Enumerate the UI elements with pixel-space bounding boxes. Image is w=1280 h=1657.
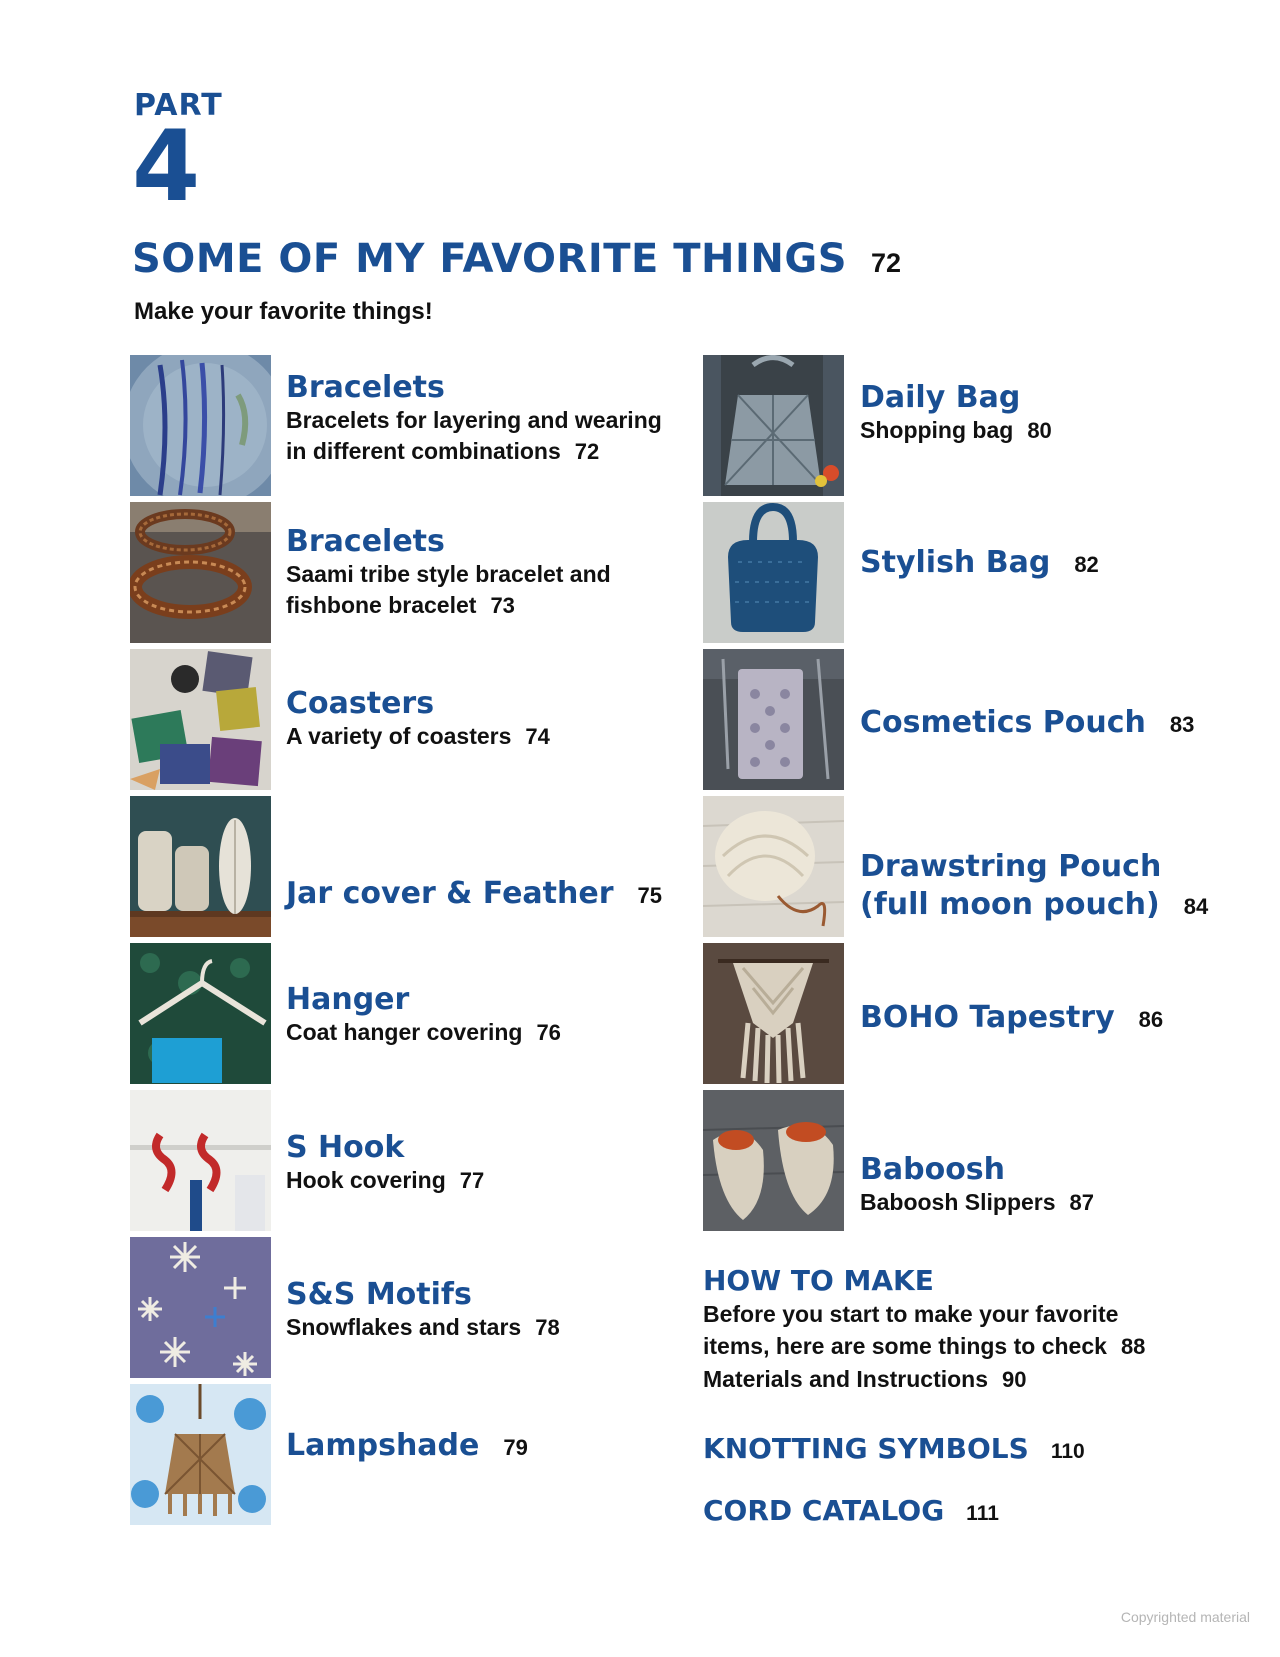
- thumb-daily-bag: [703, 355, 844, 496]
- entry-page: 77: [459, 1168, 485, 1193]
- stylish-bag-image: [703, 502, 844, 643]
- entry-page: 80: [1027, 418, 1052, 443]
- hanger-image: [130, 943, 271, 1084]
- entry-desc-line2: [286, 436, 662, 467]
- entry-page: 83: [1169, 712, 1195, 737]
- part-number: 4: [132, 110, 201, 224]
- thumb-coasters: [130, 649, 271, 790]
- entry-jar-cover-feather[interactable]: [286, 876, 662, 911]
- entry-desc-text: Hook covering: [286, 1167, 446, 1193]
- entry-coasters[interactable]: [286, 686, 550, 752]
- part-title-text: SOME OF MY FAVORITE THINGS: [132, 236, 848, 282]
- how-to-make-line2-page: 88: [1120, 1334, 1146, 1359]
- part-label: PART: [134, 88, 223, 123]
- entry-desc-text: Baboosh Slippers: [860, 1189, 1056, 1215]
- entry-page: 79: [503, 1435, 528, 1460]
- part-subtitle: Make your favorite things!: [134, 298, 433, 325]
- how-to-make-body: [703, 1298, 1145, 1396]
- entry-desc-line: [286, 1312, 560, 1343]
- entry-page: 73: [490, 593, 515, 618]
- entry-page: 72: [574, 439, 600, 464]
- thumb-lampshade: [130, 1384, 271, 1525]
- knotting-symbols-entry[interactable]: [703, 1432, 1085, 1465]
- brown-bracelets-image: [130, 502, 271, 643]
- entry-title-text: (full moon pouch): [860, 887, 1160, 922]
- entry-desc-text: Coat hanger covering: [286, 1019, 523, 1045]
- entry-title-line: [286, 1428, 528, 1463]
- entry-desc-line: [286, 1165, 484, 1196]
- entry-desc-line2: [286, 590, 611, 621]
- motifs-image: [130, 1237, 271, 1378]
- thumb-brown-bracelets: [130, 502, 271, 643]
- thumb-baboosh: [703, 1090, 844, 1231]
- cord-catalog-entry[interactable]: [703, 1494, 999, 1527]
- entry-drawstring-pouch[interactable]: [860, 848, 1208, 926]
- jar-covers-image: [130, 796, 271, 937]
- entry-page: 76: [536, 1020, 561, 1045]
- entry-title-line: [286, 876, 662, 911]
- entry-title: Stylish Bag: [860, 545, 1051, 580]
- entry-title: Jar cover & Feather: [286, 876, 614, 911]
- how-to-make-line2[interactable]: [703, 1330, 1145, 1363]
- entry-title-line: [860, 545, 1099, 580]
- entry-title: Baboosh: [860, 1152, 1006, 1187]
- entry-stylish-bag[interactable]: [860, 545, 1099, 580]
- entry-bracelets-1[interactable]: [286, 370, 662, 467]
- entry-motifs[interactable]: [286, 1277, 560, 1343]
- part-title-page: 72: [871, 248, 902, 278]
- entry-title-line: [860, 1000, 1163, 1035]
- entry-title: S&S Motifs: [286, 1277, 472, 1312]
- boho-tapestry-image: [703, 943, 844, 1084]
- how-to-make-title[interactable]: HOW TO MAKE: [703, 1264, 934, 1297]
- entry-page: 84: [1183, 894, 1209, 919]
- thumb-jar-covers: [130, 796, 271, 937]
- thumb-boho-tapestry: [703, 943, 844, 1084]
- cord-catalog-page: 111: [966, 1502, 999, 1525]
- entry-title: Daily Bag: [860, 380, 1021, 415]
- entry-cosmetics-pouch[interactable]: [860, 705, 1194, 740]
- how-to-make-line3[interactable]: [703, 1363, 1145, 1396]
- blue-bracelets-image: [130, 355, 271, 496]
- thumb-drawstring-pouch: [703, 796, 844, 937]
- entry-desc-line: [286, 721, 550, 752]
- entry-baboosh[interactable]: [860, 1152, 1094, 1218]
- thumb-blue-bracelets: [130, 355, 271, 496]
- entry-title: Bracelets: [286, 370, 445, 405]
- entry-hanger[interactable]: [286, 982, 561, 1048]
- copyright-notice: Copyrighted material: [1120, 1609, 1250, 1625]
- knotting-symbols-title: KNOTTING SYMBOLS: [703, 1432, 1029, 1465]
- how-to-make-line1: Before you start to make your favorite: [703, 1301, 1119, 1327]
- entry-title: Hanger: [286, 982, 410, 1017]
- how-to-make-line2-text: items, here are some things to check: [703, 1333, 1107, 1359]
- thumb-motifs: [130, 1237, 271, 1378]
- part-title: [132, 236, 901, 282]
- entry-daily-bag[interactable]: [860, 380, 1052, 446]
- entry-title-line2: [860, 886, 1208, 926]
- entry-page: 74: [525, 724, 550, 749]
- entry-page: 86: [1138, 1007, 1164, 1032]
- entry-title: Bracelets: [286, 524, 445, 559]
- coasters-image: [130, 649, 271, 790]
- how-to-make-line3-page: 90: [1002, 1367, 1027, 1392]
- entry-page: 87: [1069, 1190, 1095, 1215]
- entry-desc-line: [286, 1017, 561, 1048]
- entry-desc-text: A variety of coasters: [286, 723, 512, 749]
- entry-desc-line: [860, 415, 1052, 446]
- how-to-make-line3-text: Materials and Instructions: [703, 1366, 989, 1392]
- entry-page: 82: [1074, 552, 1099, 577]
- drawstring-pouch-image: [703, 796, 844, 937]
- thumb-hanger: [130, 943, 271, 1084]
- entry-title: Lampshade: [286, 1428, 480, 1463]
- knotting-symbols-page: 110: [1050, 1440, 1085, 1463]
- cord-catalog-title: CORD CATALOG: [703, 1494, 945, 1527]
- entry-desc: Saami tribe style bracelet and: [286, 561, 611, 587]
- daily-bag-image: [703, 355, 844, 496]
- s-hook-image: [130, 1090, 271, 1231]
- entry-desc-text: Snowflakes and stars: [286, 1314, 522, 1340]
- thumb-stylish-bag: [703, 502, 844, 643]
- entry-desc-line: [860, 1187, 1094, 1218]
- entry-desc-text: in different combinations: [286, 438, 561, 464]
- entry-title: Drawstring Pouch: [860, 849, 1162, 884]
- entry-desc-text: Shopping bag: [860, 417, 1014, 443]
- cosmetics-pouch-image: [703, 649, 844, 790]
- thumb-cosmetics-pouch: [703, 649, 844, 790]
- entry-title: Cosmetics Pouch: [860, 705, 1146, 740]
- entry-lampshade[interactable]: [286, 1428, 528, 1463]
- entry-title: BOHO Tapestry: [860, 1000, 1115, 1035]
- entry-title-line: [860, 705, 1194, 740]
- entry-desc: Bracelets for layering and wearing: [286, 407, 662, 433]
- entry-title: Coasters: [286, 686, 435, 721]
- entry-bracelets-2[interactable]: [286, 524, 611, 621]
- baboosh-image: [703, 1090, 844, 1231]
- entry-boho-tapestry[interactable]: [860, 1000, 1163, 1035]
- entry-page: 75: [637, 883, 662, 908]
- entry-page: 78: [535, 1315, 560, 1340]
- lampshade-image: [130, 1384, 271, 1525]
- thumb-s-hook: [130, 1090, 271, 1231]
- entry-title: S Hook: [286, 1130, 405, 1165]
- entry-s-hook[interactable]: [286, 1130, 484, 1196]
- entry-desc-text: fishbone bracelet: [286, 592, 477, 618]
